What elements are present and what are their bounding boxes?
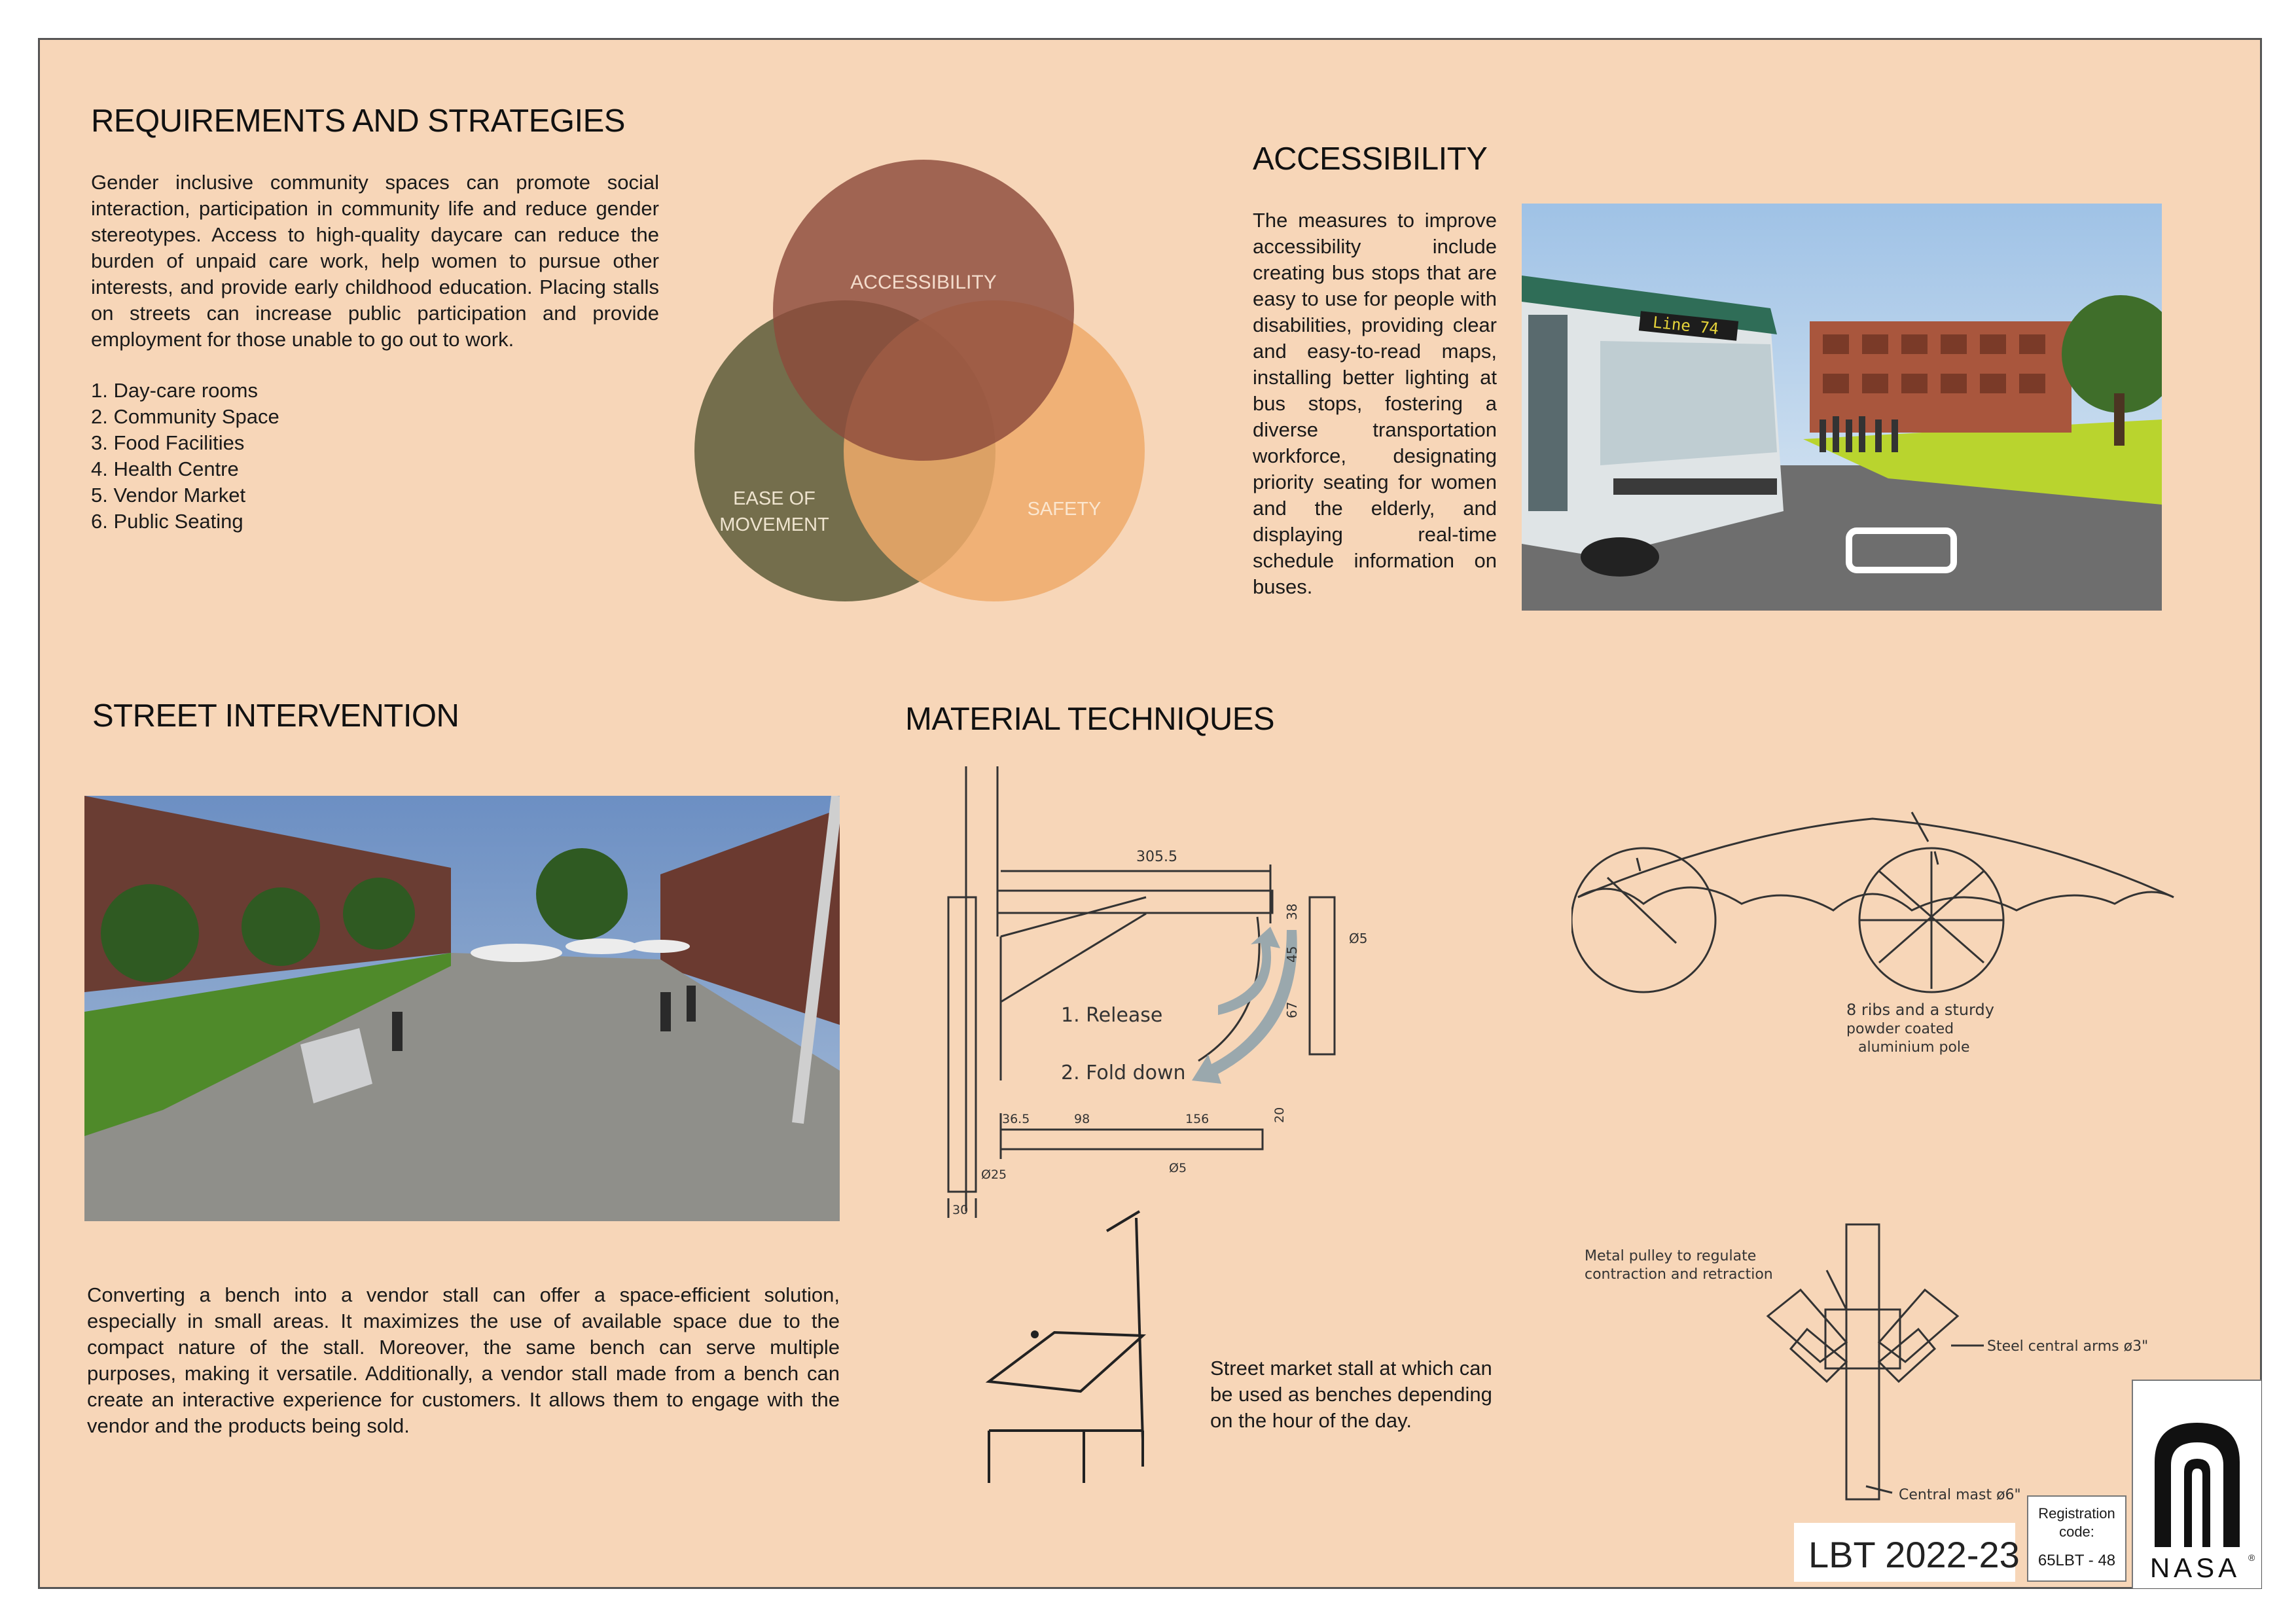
requirements-body: Gender inclusive community spaces can promote social interaction, participation in community life and reduce gender stereotypes. Access to high-quality daycare can reduce the burden of unpaid care work, help women to pursue other interests, and provide early childhood education. Placing stalls on streets can increase public participation and provide employment for those unable to go out to work. xyxy=(91,171,659,351)
dim-36-5: 36.5 xyxy=(1002,1112,1030,1126)
bus-sign: Line 74 xyxy=(1651,313,1720,338)
umbrella-note-1: 8 ribs and a sturdy xyxy=(1846,1001,1994,1019)
bus-stop-render xyxy=(1522,204,2162,611)
pulley-note-2: contraction and retraction xyxy=(1585,1266,1773,1283)
nasa-arch-icon xyxy=(2148,1416,2246,1547)
stall-sketch xyxy=(976,1205,1211,1506)
pulley-detail-drawing xyxy=(1585,1211,2161,1519)
dim-305: 305.5 xyxy=(1136,849,1177,865)
accessibility-body: The measures to improve accessibility include creating bus stops that are easy to use for people with disabilities, providing clear and easy-to-read maps, installing better lighting at bus stops, fostering a diverse transportation workforce, designating priority seating for women and the elderly, and displaying real-time schedule information on buses. xyxy=(1253,209,1497,598)
venn-diagram xyxy=(694,138,1192,635)
list-item: 6. Public Seating xyxy=(91,510,243,533)
venn-label-ease-line1: EASE OF xyxy=(733,488,816,509)
release-arrow xyxy=(1218,927,1280,1015)
requirements-title: REQUIREMENTS AND STRATEGIES xyxy=(91,103,625,139)
umbrella-note-3: aluminium pole xyxy=(1858,1039,1970,1056)
dim-156: 156 xyxy=(1185,1112,1210,1126)
street-render xyxy=(84,796,840,1221)
dim-98: 98 xyxy=(1074,1112,1090,1126)
step-fold-down: 2. Fold down xyxy=(1061,1061,1186,1084)
dim-67: 67 xyxy=(1284,1001,1300,1018)
accessibility-title: ACCESSIBILITY xyxy=(1253,141,1488,177)
nasa-logo-panel xyxy=(2132,1380,2261,1588)
registered-mark: ® xyxy=(2248,1552,2255,1563)
arms-note: Steel central arms ø3" xyxy=(1987,1338,2149,1355)
registration-box xyxy=(2027,1495,2126,1582)
pulley-note-1: Metal pulley to regulate xyxy=(1585,1248,1757,1264)
umbrella-note-2: powder coated xyxy=(1846,1021,1954,1037)
dim-38: 38 xyxy=(1284,903,1300,920)
list-item: 2. Community Space xyxy=(91,405,279,428)
dim-d5: Ø5 xyxy=(1349,931,1368,946)
step-release: 1. Release xyxy=(1061,1004,1163,1027)
sheet xyxy=(38,38,2262,1589)
folding-bracket-drawing xyxy=(930,766,1427,1224)
dim-d5-lower: Ø5 xyxy=(1169,1161,1187,1175)
registration-code: 65LBT - 48 xyxy=(2037,1552,2116,1569)
list-item: 1. Day-care rooms xyxy=(91,379,258,402)
registration-label: Registration code: xyxy=(2038,1505,2115,1540)
dim-30: 30 xyxy=(952,1203,969,1217)
street-body: Converting a bench into a vendor stall can offer a space-efficient solution, especially in small areas. It maximizes the use of available space due to the compact nature of the stall. Moreover, the same bench can serve multiple purposes, making it versatile. Additionally, a vendor stall made from a bench can create an interactive experience for customers. It allows them to engage with the vendor and the products being sold. xyxy=(87,1283,840,1437)
mast-note: Central mast ø6" xyxy=(1899,1487,2021,1503)
requirements-list xyxy=(91,378,279,535)
dim-20: 20 xyxy=(1272,1107,1287,1123)
venn-label-ease-line2: MOVEMENT xyxy=(719,514,829,535)
nasa-logo-text: NASA xyxy=(2149,1552,2241,1583)
list-item: 4. Health Centre xyxy=(91,457,239,480)
program-label: LBT 2022-23 xyxy=(1808,1534,2020,1575)
program-badge xyxy=(1794,1523,2020,1582)
venn-label-accessibility: ACCESSIBILITY xyxy=(850,272,997,293)
bus-windshield xyxy=(1600,341,1777,465)
list-item: 5. Vendor Market xyxy=(91,484,246,507)
material-title: MATERIAL TECHNIQUES xyxy=(905,702,1275,737)
dim-45: 45 xyxy=(1284,946,1300,963)
umbrella-drawing xyxy=(1571,806,2187,1198)
dim-d25: Ø25 xyxy=(981,1168,1007,1182)
stall-caption: Street market stall at which can be used as benches depending on the hour of the day. xyxy=(1210,1357,1492,1432)
venn-circle-accessibility xyxy=(773,160,1074,461)
list-item: 3. Food Facilities xyxy=(91,431,245,454)
street-title: STREET INTERVENTION xyxy=(92,698,459,734)
fold-down-arrow xyxy=(1192,930,1297,1084)
venn-label-safety: SAFETY xyxy=(1027,499,1102,520)
